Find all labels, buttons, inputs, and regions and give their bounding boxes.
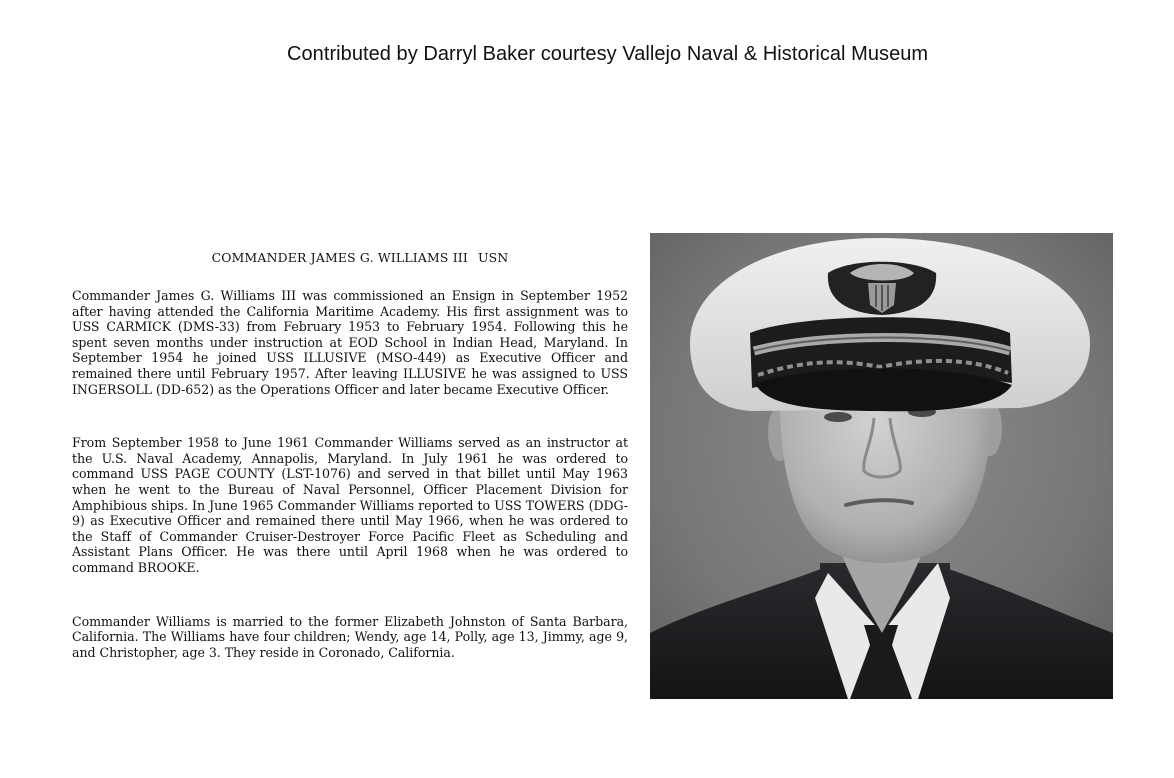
portrait-photo [650,233,1113,699]
biography [72,250,628,660]
paragraph-later-career: From September 1958 to June 1961 Commander Williams served as an instructor at the U.S. Naval Academy, Annapolis, Maryland. In July 1961 he was ordered to command USS PAGE COUNTY (LST-1076) and served in that billet until May 1963 when he went to the Bureau of Naval Personnel, Officer Placement Division for Amphibious ships. In June 1965 Commander Williams reported to USS TOWERS (DDG-9) as Executive Officer and remained there until May 1966, when he was ordered to the Staff of Commander Cruiser-Destroyer Force Pacific Fleet as Scheduling and Assistant Plans Officer. He was there until April 1968 when he was ordered to command BROOKE. [72,435,628,575]
credit-line: Contributed by Darryl Baker courtesy Vallejo Naval & Historical Museum [287,43,929,65]
portrait-illustration [650,233,1113,699]
biography-title [72,250,628,265]
paragraph-family: Commander Williams is married to the former Elizabeth Johnston of Santa Barbara, California. The Williams have four children; Wendy, age 14, Polly, age 13, Jimmy, age 9, and Christopher, age 3. They reside in Coronado, California. [72,613,628,660]
paragraph-early-career: Commander James G. Williams III was commissioned an Ensign in September 1952 after having attended the California Maritime Academy. His first assignment was to USS CARMICK (DMS-33) from February 1953 to February 1954. Following this he spent seven months under instruction at EOD School in Indian Head, Maryland. In September 1954 he joined USS ILLUSIVE (MSO-449) as Executive Officer and remained there until February 1957. After leaving ILLUSIVE he was assigned to USS INGERSOLL (DD-652) as the Operations Officer and later became Executive Officer. [72,288,628,397]
service-branch: USN [478,250,509,265]
officer-name: COMMANDER JAMES G. WILLIAMS III [211,250,468,265]
